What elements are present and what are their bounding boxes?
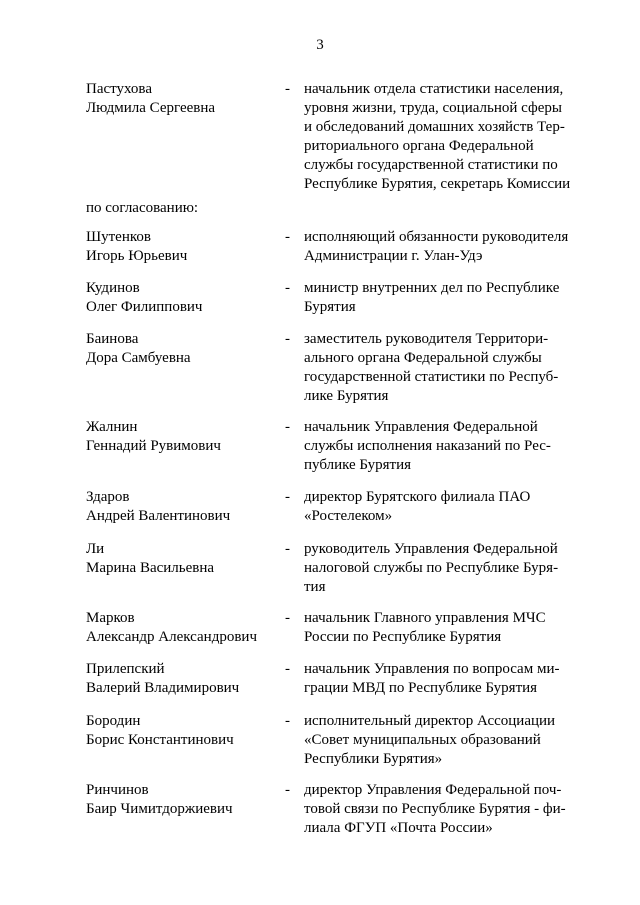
- page-number: 3: [316, 37, 324, 53]
- member-name: Ли Марина Васильевна: [86, 541, 215, 576]
- dash-separator: -: [285, 331, 290, 347]
- member-position: заместитель руководителя Территори- ального органа Федеральной службы государственной статистики по Респуб- лике Бурятия: [304, 331, 559, 404]
- member-name: Бородин Борис Константинович: [86, 713, 234, 748]
- member-position: руководитель Управления Федеральной налоговой службы по Республике Буря- тия: [304, 541, 559, 595]
- dash-separator: -: [285, 661, 290, 677]
- member-position: исполнительный директор Ассоциации «Совет муниципальных образований Республики Бурятия»: [304, 713, 556, 767]
- dash-separator: -: [285, 782, 290, 798]
- dash-separator: -: [285, 489, 290, 505]
- dash-separator: -: [285, 713, 290, 729]
- member-name: Марков Александр Александрович: [86, 610, 257, 645]
- member-position: начальник Главного управления МЧС России по Республике Бурятия: [304, 610, 546, 645]
- section-label: по согласованию:: [86, 200, 199, 216]
- member-position: исполняющий обязанности руководителя Администрации г. Улан-Удэ: [304, 229, 569, 264]
- dash-separator: -: [285, 229, 290, 245]
- member-position: начальник Управления Федеральной службы исполнения наказаний по Рес- публике Бурятия: [304, 419, 551, 473]
- member-name: Пастухова Людмила Сергеевна: [86, 81, 216, 116]
- dash-separator: -: [285, 81, 290, 97]
- dash-separator: -: [285, 610, 290, 626]
- member-name: Баинова Дора Самбуевна: [86, 331, 191, 366]
- member-position: начальник Управления по вопросам ми- грации МВД по Республике Бурятия: [304, 661, 560, 696]
- member-position: директор Управления Федеральной поч- товой связи по Республике Бурятия - фи- лиала ФГУП «Почта России»: [304, 782, 566, 836]
- dash-separator: -: [285, 280, 290, 296]
- member-name: Ринчинов Баир Чимитдоржиевич: [86, 782, 233, 817]
- dash-separator: -: [285, 419, 290, 435]
- dash-separator: -: [285, 541, 290, 557]
- member-name: Жалнин Геннадий Рувимович: [86, 419, 221, 454]
- member-position: начальник отдела статистики населения, уровня жизни, труда, социальной сферы и обследований домашних хозяйств Тер- риториального органа Федеральной службы государственной статистики по Республике Бурятия, секретарь Комиссии: [304, 81, 571, 192]
- member-position: министр внутренних дел по Республике Бурятия: [304, 280, 560, 315]
- member-name: Кудинов Олег Филиппович: [86, 280, 203, 315]
- member-position: директор Бурятского филиала ПАО «Ростелеком»: [304, 489, 531, 524]
- member-name: Шутенков Игорь Юрьевич: [86, 229, 188, 264]
- member-name: Прилепский Валерий Владимирович: [86, 661, 240, 696]
- member-name: Здаров Андрей Валентинович: [86, 489, 231, 524]
